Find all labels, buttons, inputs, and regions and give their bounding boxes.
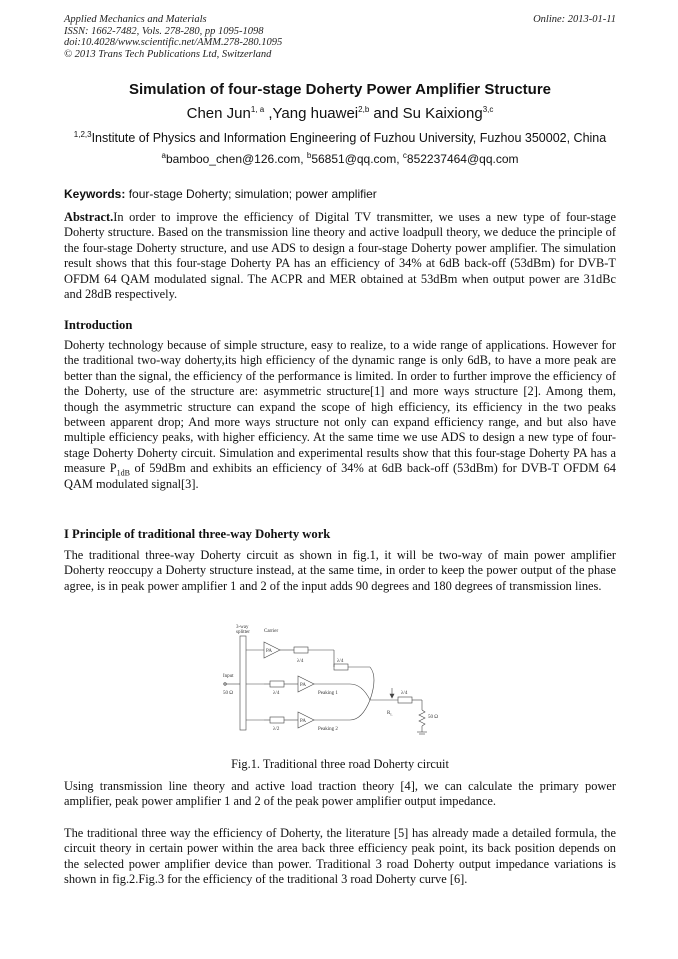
fig-pa-label-2: PA — [300, 683, 306, 688]
online-date: Online: 2013-01-11 — [533, 14, 616, 25]
fig-peaking1-label: Peaking 1 — [318, 691, 338, 696]
issn-line: ISSN: 1662-7482, Vols. 278-280, pp 1095-1098 — [64, 25, 264, 37]
journal-header — [64, 14, 616, 60]
email-b: 56851@qq.com, — [311, 152, 403, 166]
author-3-sup: 3,c — [482, 105, 494, 114]
fig-lambda4-label-3: λ/4 — [273, 691, 280, 696]
author-3: Su Kaixiong — [402, 105, 483, 122]
intro-heading: Introduction — [64, 318, 133, 332]
email-a: bamboo_chen@126.com, — [165, 152, 307, 166]
fig-splitter-label-1: 3-way — [236, 625, 249, 630]
fig-output-ohm-label: 50 Ω — [428, 715, 438, 720]
author-2: Yang huawei — [272, 105, 359, 122]
email-line — [64, 151, 616, 167]
section-1-paragraph-3: The traditional three way the efficiency of Doherty, the literature [5] has already made a detailed formula, the circuit theory in certain power within the area back three efficiency peak point, its back position depends on the selected power amplifier device than power. Traditional 3 road Doherty output impedance variations is shown in fig.2.Fig.3 for the efficiency of the traditional 3 road Doherty curve [6]. — [64, 826, 616, 887]
paper-title: Simulation of four-stage Doherty Power Amplifier Structure — [129, 81, 551, 98]
keywords — [64, 186, 616, 202]
fig-rl-label — [387, 711, 392, 717]
fig-lambda2-label: λ/2 — [273, 727, 280, 732]
affiliation-sup: 1,2,3 — [73, 129, 92, 139]
fig-peaking2-label: Peaking 2 — [318, 727, 338, 732]
author-line — [64, 104, 616, 124]
peaking1-input-tline — [270, 681, 284, 687]
author-sep-2: and — [369, 105, 403, 122]
doherty-circuit-diagram — [222, 622, 442, 742]
keywords-text: four-stage Doherty; simulation; power amplifier — [125, 187, 377, 201]
abstract-label: Abstract. — [64, 210, 114, 224]
figure-1-caption: Fig.1. Traditional three road Doherty circuit — [231, 757, 449, 771]
email-c-sup: c — [402, 151, 407, 160]
journal-name: Applied Mechanics and Materials — [64, 14, 207, 25]
carrier-tline — [294, 647, 308, 653]
section-1-heading: I Principle of traditional three-way Doherty work — [64, 527, 331, 541]
abstract — [64, 210, 616, 302]
fig-carrier-label: Carrier — [264, 629, 279, 634]
load-resistor — [419, 710, 425, 726]
affiliation — [64, 130, 616, 146]
intro-paragraph — [64, 338, 616, 492]
email-c: 852237464@qq.com — [406, 152, 519, 166]
affiliation-text: Institute of Physics and Information Engineering of Fuzhou University, Fuzhou 350002, China — [91, 131, 607, 145]
fig-splitter-label-2: splitter — [236, 630, 250, 635]
email-b-sup: b — [306, 151, 312, 160]
section-1-paragraph-1: The traditional three-way Doherty circuit as shown in fig.1, it will be two-way of main power amplifier Doherty reoccupy a Doherty structure instead, at the same time, in order to keep the power output of the phase agree, is in peak power amplifier 1 and 2 of the input adds 90 degrees and 180 degrees of transmission lines. — [64, 548, 616, 593]
intro-sub: 1dB — [116, 468, 130, 478]
keywords-label: Keywords: — [64, 187, 126, 201]
fig-pa-label-1: PA — [266, 649, 272, 654]
fig-rl-main: R — [387, 711, 391, 716]
fig-pa-label-3: PA — [300, 719, 306, 724]
fig-lambda4-label-2: λ/4 — [337, 659, 344, 664]
fig-input-ohm-label: 50 Ω — [223, 691, 233, 696]
copyright-line: © 2013 Trans Tech Publications Ltd, Switzerland — [64, 48, 272, 60]
author-1: Chen Jun — [186, 105, 251, 122]
fig-lambda4-label-4: λ/4 — [401, 691, 408, 696]
abstract-text: In order to improve the efficiency of Digital TV transmitter, we uses a new type of four-stage Doherty structure. Based on the transmission line theory and active loadpull theory, we deduce the principle of the four-stage Doherty structure, and use ADS to design a four-stage Doherty power amplifier. The simulation result shows that this four-stage Doherty PA has an efficiency of 34% at 6dB back-off (53dBm) for DVB-T OFDM 64 QAM modulated signal. The ACPR and MER obtained at 53dBm when output power are 31dBc and 28dB respectively. — [64, 210, 616, 302]
author-2-sup: 2,b — [358, 105, 370, 114]
tline-quarter-2 — [334, 664, 348, 670]
author-sep-1: , — [264, 105, 273, 122]
fig-input-label: Input — [223, 674, 234, 679]
output-tline — [398, 697, 412, 703]
section-1-paragraph-2: Using transmission line theory and active load traction theory [4], we can calculate the primary power amplifier, peak power amplifier 1 and 2 of the peak power amplifier output impedance. — [64, 779, 616, 809]
intro-text-1: Doherty technology because of simple structure, easy to realize, to a wide range of applications. However for the traditional two-way doherty,its high efficiency of the dynamic range is only 6dB, to have a more peak are better than the signal, the efficiency of the performance is limited. In order to further improve the efficiency of the Doherty, use of the structure are: asymmetric structure[1] and more ways structure [2]. Among them, though the asymmetric structure can expand the scope of high efficiency, its efficiency in the two peaks between apparent drop; And more ways structure not only can expand efficiency range, and but also have multiple efficiency peaks, with higher efficiency. At the same time we use ADS to design a new type of four-stage Doherty Doherty circuit. Simulation and experimental results show that this four-stage Doherty PA has a measure P — [64, 338, 616, 476]
email-a-sup: a — [161, 151, 166, 160]
splitter-block — [240, 636, 246, 730]
figure-1-circuit — [222, 622, 442, 742]
intro-text-2: of 59dBm and exhibits an efficiency of 34% at 6dB back-off (53dBm) for DVB-T OFDM 64 QAM modulated signal[3]. — [64, 461, 616, 491]
peaking2-input-tline — [270, 717, 284, 723]
fig-lambda4-label-1: λ/4 — [297, 659, 304, 664]
author-1-sup: 1, a — [250, 105, 265, 114]
fig-rl-sub: L — [390, 712, 393, 717]
doi-line: doi:10.4028/www.scientific.net/AMM.278-280.1095 — [64, 37, 283, 48]
